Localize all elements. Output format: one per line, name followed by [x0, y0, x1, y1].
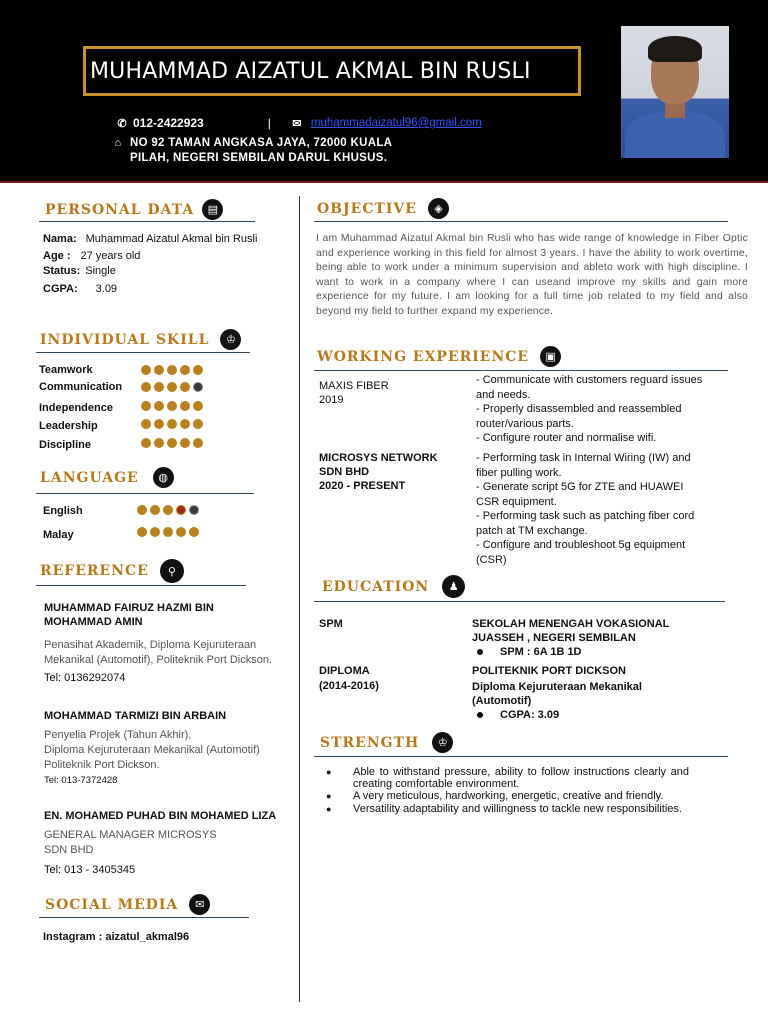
reference-role-line: Politeknik Port Dickson.: [44, 759, 160, 771]
reference-tel-2: Tel: 013-7372428: [44, 775, 118, 786]
rating-dot: [193, 401, 203, 411]
rating-dot: [141, 401, 151, 411]
strength-item: [325, 790, 689, 802]
job-company-2: [319, 451, 438, 493]
globe-icon: ◍: [153, 467, 174, 488]
rating-dot: [167, 419, 177, 429]
rating-dot: [167, 401, 177, 411]
company-year: 2019: [319, 394, 344, 406]
strength-text: Able to withstand pressure, ability to follow instructions clearly and creating comfortable environment.: [353, 766, 689, 791]
rating-dot: [180, 438, 190, 448]
rating-dot: [137, 505, 147, 515]
skill-rating: [141, 365, 203, 375]
address-line-2: PILAH, NEGERI SEMBILAN DARUL KHUSUS.: [130, 152, 388, 164]
section-reference: [40, 559, 184, 583]
reference-name-2: MOHAMMAD TARMIZI BIN ARBAIN: [44, 710, 227, 722]
rating-dot: [163, 527, 173, 537]
job-duties-1: [476, 373, 708, 446]
contact-row: [116, 115, 482, 131]
rating-dot: [176, 505, 186, 515]
personal-row-name: [43, 233, 257, 245]
skill-teamwork: Teamwork: [39, 364, 93, 376]
job-duties-2: [476, 451, 708, 567]
reference-role-line: Penasihat Akademik, Diploma Kejuruteraan: [44, 639, 257, 651]
document-icon: ▤: [202, 199, 223, 220]
section-rule: [36, 585, 246, 586]
rating-dot: [154, 438, 164, 448]
education-years: (2014-2016): [319, 680, 379, 692]
personal-key: CGPA:: [43, 283, 78, 295]
reference-name-line: MOHAMMAD AMIN: [44, 616, 143, 628]
duty-item: - Performing task such as patching fiber cord patch at TM exchange.: [476, 510, 695, 537]
strength-text: Versatility adaptability and willingness to tackle new responsibilities.: [353, 802, 682, 815]
skill-discipline: Discipline: [39, 439, 91, 451]
graduate-icon: ♟: [442, 575, 465, 598]
reference-tel-3: Tel: 013 - 3405345: [44, 864, 136, 876]
rating-dot: [180, 419, 190, 429]
duty-item: - Communicate with customers reguard issues and needs.: [476, 374, 703, 401]
home-icon: ⌂: [114, 137, 122, 149]
duty-item: - Configure and troubleshoot 5g equipment (CSR): [476, 539, 686, 566]
language-english: English: [43, 505, 83, 517]
phone-icon: ✆: [117, 117, 127, 130]
reference-tel-1: Tel: 0136292074: [44, 672, 126, 684]
rating-dot: [193, 419, 203, 429]
header-banner: [0, 0, 768, 183]
reference-role-line: Penyelia Projek (Tahun Akhir),: [44, 729, 192, 741]
bullet-icon: ●: [326, 767, 332, 777]
company-name: SDN BHD: [319, 466, 370, 478]
objective-text: I am Muhammad Aizatul Akmal bin Rusli who has wide range of knowledge in Fiber Optic and experience working in this field for almost 3 years. I have the ability to work overtime, being able to work under a minimum supervision and ableto work with high discipline. I want to work in a company where I can useand improve my skills and gain more experience for my future. I am looking for a full time job related to my field and also beyond my field to further expand my experience.: [316, 233, 748, 317]
section-title: LANGUAGE: [40, 469, 139, 486]
company-year: 2020 - PRESENT: [319, 480, 406, 492]
duty-item: - Performing task in Internal Wiring (IW) and fiber pulling work.: [476, 452, 691, 479]
duty-item: - Configure router and normalise wifi.: [476, 432, 657, 444]
education-level: DIPLOMA: [319, 665, 370, 677]
personal-value: 27 years old: [80, 250, 141, 262]
section-individual-skill: [40, 329, 241, 350]
section-rule: [36, 493, 254, 494]
award-icon: ♔: [432, 732, 453, 753]
column-divider: [299, 196, 300, 1002]
personal-row-cgpa: [43, 283, 117, 295]
personal-value: Muhammad Aizatul Akmal bin Rusli: [85, 233, 258, 245]
reference-role-3: [44, 828, 217, 858]
language-malay: Malay: [43, 529, 74, 541]
instagram-handle: Instagram : aizatul_akmal96: [43, 931, 190, 943]
rating-dot-empty: [189, 505, 199, 515]
reference-role-line: Diploma Kejuruteraan Mekanikal (Automotif): [44, 744, 260, 756]
school-name: SEKOLAH MENENGAH VOKASIONAL: [472, 618, 670, 630]
section-title: EDUCATION: [322, 578, 430, 595]
rating-dot: [154, 419, 164, 429]
section-social-media: [45, 894, 210, 915]
personal-value: Single: [85, 265, 116, 277]
strength-item: [325, 803, 689, 815]
program-name: (Automotif): [472, 695, 532, 707]
company-name: MICROSYS NETWORK: [319, 452, 438, 464]
briefcase-icon: ▣: [540, 346, 561, 367]
target-icon: ◈: [428, 198, 449, 219]
rating-dot: [141, 382, 151, 392]
skill-communication: Communication: [39, 381, 123, 393]
rating-dot: [141, 438, 151, 448]
reference-role-line: GENERAL MANAGER MICROSYS: [44, 829, 217, 841]
skill-rating: [141, 382, 203, 392]
reference-name-3: EN. MOHAMED PUHAD BIN MOHAMED LIZA: [44, 810, 277, 822]
award-icon: ♔: [220, 329, 241, 350]
rating-dot: [150, 527, 160, 537]
rating-dot: [154, 365, 164, 375]
program-name: Diploma Kejuruteraan Mekanikal: [472, 681, 642, 693]
personal-row-status: [43, 265, 116, 277]
section-rule: [314, 601, 725, 602]
rating-dot-empty: [193, 382, 203, 392]
section-title: PERSONAL DATA: [45, 201, 195, 218]
email-link[interactable]: muhammadaizatul96@gmail.com: [310, 117, 482, 129]
duty-item: - Properly disassembled and reassembled router/various parts.: [476, 403, 682, 430]
section-education: [322, 575, 465, 598]
education-result: [472, 708, 642, 722]
reference-role-1: [44, 638, 272, 668]
reference-role-line: SDN BHD: [44, 844, 94, 856]
envelope-icon: ✉: [292, 117, 302, 130]
section-language: [40, 467, 174, 488]
rating-dot: [167, 382, 177, 392]
rating-dot: [150, 505, 160, 515]
personal-key: Nama:: [43, 233, 77, 245]
contact-separator: |: [267, 116, 271, 130]
user-search-icon: ⚲: [160, 559, 184, 583]
rating-dot: [167, 365, 177, 375]
profile-photo: [621, 26, 729, 158]
section-objective: [317, 198, 449, 219]
rating-dot: [141, 365, 151, 375]
language-rating: [137, 505, 199, 515]
section-title: INDIVIDUAL SKILL: [40, 331, 210, 348]
full-name: MUHAMMAD AIZATUL AKMAL BIN RUSLI: [90, 58, 531, 84]
skill-leadership: Leadership: [39, 420, 98, 432]
rating-dot: [167, 438, 177, 448]
rating-dot: [154, 401, 164, 411]
skill-rating: [141, 438, 203, 448]
strength-text: A very meticulous, hardworking, energetic, creative and friendly.: [353, 790, 664, 803]
skill-independence: Independence: [39, 402, 113, 414]
bullet-icon: ●: [326, 803, 332, 814]
section-title: SOCIAL MEDIA: [45, 896, 179, 913]
section-strength: [320, 732, 453, 753]
mail-icon: ✉: [189, 894, 210, 915]
rating-dot: [180, 365, 190, 375]
strength-list: [325, 766, 689, 815]
result-text: SPM : 6A 1B 1D: [500, 646, 582, 658]
education-school-diploma: [472, 664, 642, 722]
education-level-spm: SPM: [319, 618, 343, 630]
school-name: JUASSEH , NEGERI SEMBILAN: [472, 632, 636, 644]
reference-role-line: Mekanikal (Automotif), Politeknik Port Dickson.: [44, 654, 273, 666]
rating-dot: [193, 365, 203, 375]
section-rule: [314, 756, 728, 757]
rating-dot: [176, 527, 186, 537]
education-level-diploma: [319, 664, 379, 694]
school-name: POLITEKNIK PORT DICKSON: [472, 665, 627, 677]
rating-dot: [180, 401, 190, 411]
reference-name-1: [44, 601, 214, 629]
section-working-experience: [317, 346, 561, 367]
bullet-icon: [477, 712, 483, 718]
rating-dot: [137, 527, 147, 537]
personal-key: Age :: [43, 250, 71, 262]
reference-name-line: MUHAMMAD FAIRUZ HAZMI BIN: [44, 602, 214, 614]
section-rule: [314, 370, 728, 371]
rating-dot: [193, 438, 203, 448]
name-box: [83, 46, 581, 96]
education-school-spm: [472, 617, 669, 659]
section-title: REFERENCE: [40, 563, 149, 579]
result-text: CGPA: 3.09: [500, 709, 560, 721]
address-line-1: NO 92 TAMAN ANGKASA JAYA, 72000 KUALA: [130, 137, 393, 149]
address: [110, 136, 392, 166]
section-rule: [39, 917, 249, 918]
strength-item: [325, 766, 689, 790]
company-name: MAXIS FIBER: [319, 380, 389, 392]
section-personal-data: [45, 199, 223, 220]
rating-dot: [154, 382, 164, 392]
personal-row-age: [43, 250, 140, 262]
section-rule: [39, 221, 255, 222]
section-title: STRENGTH: [320, 734, 420, 751]
job-company-1: [319, 379, 389, 407]
education-result: [472, 645, 669, 659]
rating-dot: [141, 419, 151, 429]
phone-number: 012-2422923: [133, 116, 204, 130]
skill-rating: [141, 419, 203, 429]
section-rule: [314, 221, 728, 222]
bullet-icon: [477, 649, 483, 655]
section-title: OBJECTIVE: [317, 200, 417, 217]
rating-dot: [163, 505, 173, 515]
reference-role-2: [44, 728, 260, 773]
language-rating: [137, 527, 199, 537]
rating-dot: [180, 382, 190, 392]
section-rule: [36, 352, 250, 353]
personal-value: 3.09: [95, 283, 118, 295]
skill-rating: [141, 401, 203, 411]
bullet-icon: ●: [326, 791, 332, 802]
personal-key: Status:: [43, 265, 81, 277]
section-title: WORKING EXPERIENCE: [317, 348, 530, 365]
rating-dot: [189, 527, 199, 537]
duty-item: - Generate script 5G for ZTE and HUAWEI CSR equipment.: [476, 481, 684, 508]
